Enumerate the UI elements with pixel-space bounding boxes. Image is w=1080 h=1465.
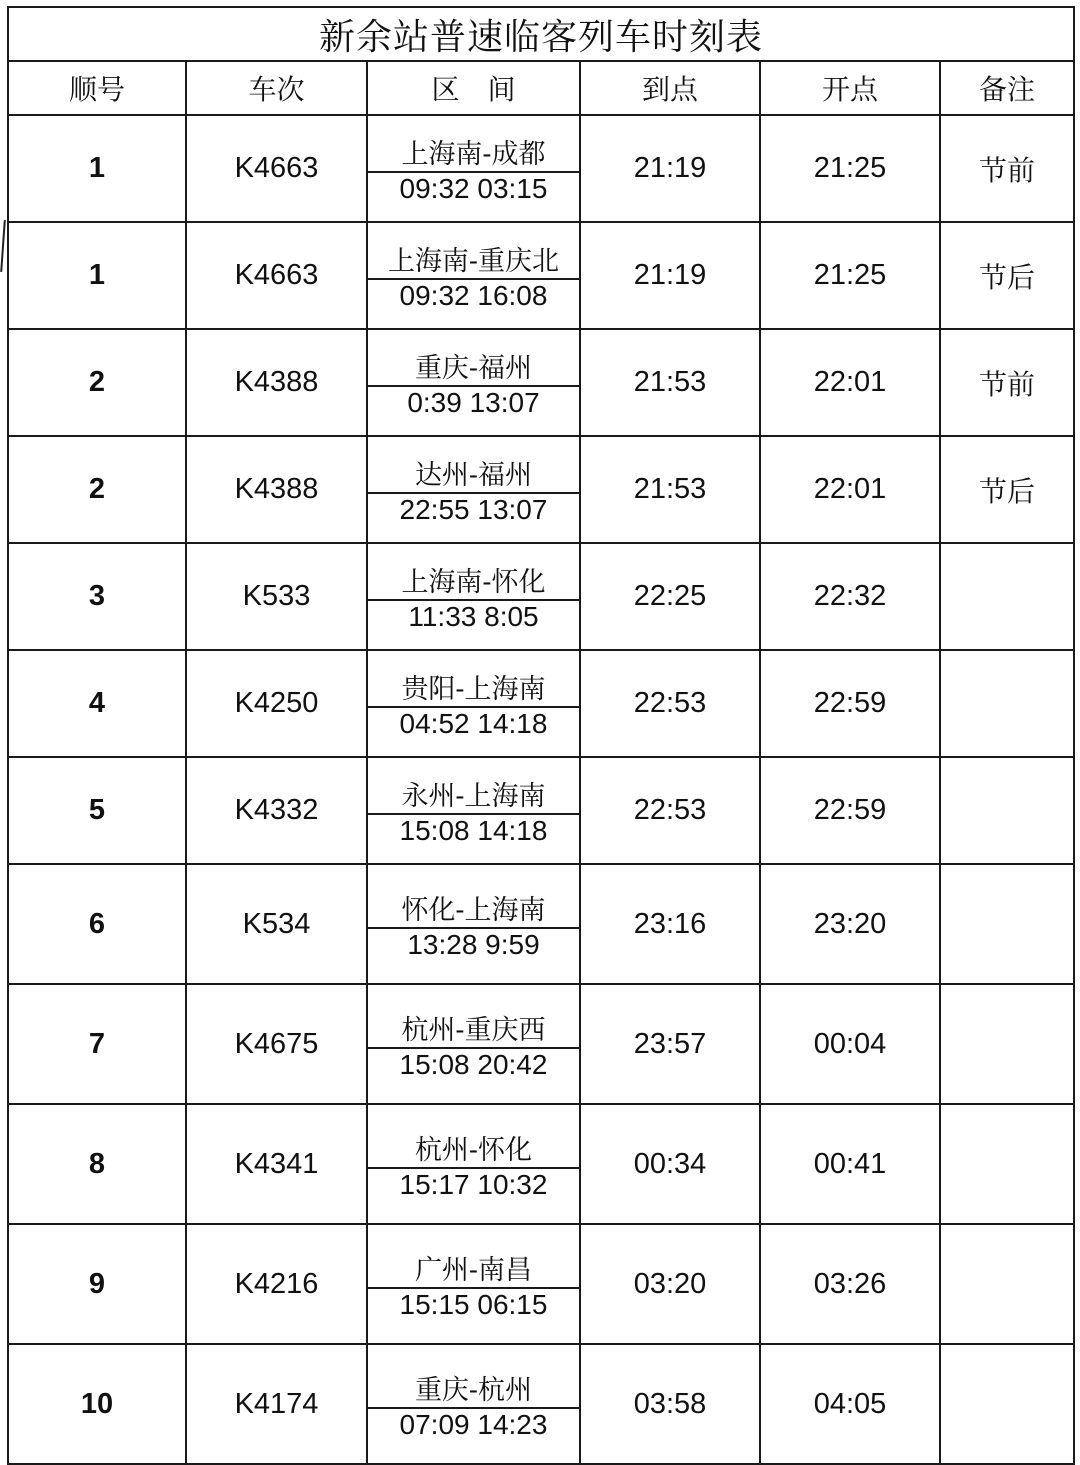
- seq-cell: 1: [8, 222, 186, 329]
- route-stations: 贵阳-上海南: [368, 667, 579, 708]
- route-cell: [367, 864, 580, 984]
- route-cell: [367, 650, 580, 757]
- table-row: [8, 650, 1074, 757]
- route-cell: [367, 1104, 580, 1224]
- seq-cell: 2: [8, 329, 186, 436]
- route-times: 15:17 10:32: [399, 1168, 548, 1200]
- header-route: 区 间: [367, 61, 580, 115]
- depart-cell: 21:25: [760, 115, 940, 222]
- train-number-cell: K533: [186, 543, 367, 650]
- route-stations: 永州-上海南: [368, 774, 579, 815]
- table-row: [8, 1224, 1074, 1344]
- route-times: 04:52 14:18: [399, 708, 548, 739]
- route-stations: 重庆-福州: [368, 346, 579, 387]
- route-stations: 上海南-重庆北: [368, 239, 579, 280]
- depart-cell: 22:01: [760, 436, 940, 543]
- arrive-cell: 00:34: [580, 1104, 760, 1224]
- note-cell: 节前: [940, 329, 1074, 436]
- scan-mark: [0, 220, 6, 272]
- arrive-cell: 23:57: [580, 984, 760, 1104]
- route-stations: 杭州-重庆西: [368, 1008, 579, 1049]
- depart-cell: 22:59: [760, 650, 940, 757]
- header-seq: 顺号: [8, 61, 186, 115]
- arrive-cell: 21:53: [580, 436, 760, 543]
- train-number-cell: K4663: [186, 222, 367, 329]
- route-times: 13:28 9:59: [407, 928, 540, 960]
- seq-cell: 10: [8, 1344, 186, 1464]
- header-depart: 开点: [760, 61, 940, 115]
- arrive-cell: 21:19: [580, 115, 760, 222]
- table-row: [8, 984, 1074, 1104]
- train-number-cell: K4675: [186, 984, 367, 1104]
- depart-cell: 22:32: [760, 543, 940, 650]
- arrive-cell: 22:53: [580, 757, 760, 864]
- train-number-cell: K4341: [186, 1104, 367, 1224]
- seq-cell: 1: [8, 115, 186, 222]
- route-cell: [367, 984, 580, 1104]
- route-stations: 杭州-怀化: [368, 1128, 579, 1169]
- note-cell: [940, 543, 1074, 650]
- depart-cell: 22:01: [760, 329, 940, 436]
- seq-cell: 8: [8, 1104, 186, 1224]
- train-number-cell: K4388: [186, 329, 367, 436]
- table-row: [8, 864, 1074, 984]
- arrive-cell: 23:16: [580, 864, 760, 984]
- route-times: 15:08 14:18: [399, 815, 548, 846]
- route-cell: [367, 115, 580, 222]
- route-cell: [367, 436, 580, 543]
- header-note: 备注: [940, 61, 1074, 115]
- seq-cell: 3: [8, 543, 186, 650]
- route-times: 07:09 14:23: [399, 1408, 548, 1440]
- arrive-cell: 03:58: [580, 1344, 760, 1464]
- arrive-cell: 21:53: [580, 329, 760, 436]
- depart-cell: 03:26: [760, 1224, 940, 1344]
- header-arrive: 到点: [580, 61, 760, 115]
- train-number-cell: K4332: [186, 757, 367, 864]
- table-row: [8, 1344, 1074, 1464]
- train-number-cell: K4174: [186, 1344, 367, 1464]
- note-cell: [940, 1344, 1074, 1464]
- route-times: 09:32 03:15: [399, 173, 548, 204]
- note-cell: [940, 1224, 1074, 1344]
- depart-cell: 04:05: [760, 1344, 940, 1464]
- route-cell: [367, 1344, 580, 1464]
- train-number-cell: K534: [186, 864, 367, 984]
- seq-cell: 6: [8, 864, 186, 984]
- route-times: 0:39 13:07: [407, 387, 540, 418]
- seq-cell: 4: [8, 650, 186, 757]
- route-times: 15:15 06:15: [399, 1288, 548, 1320]
- seq-cell: 7: [8, 984, 186, 1104]
- seq-cell: 2: [8, 436, 186, 543]
- header-row: [8, 61, 1074, 115]
- train-number-cell: K4663: [186, 115, 367, 222]
- train-number-cell: K4216: [186, 1224, 367, 1344]
- route-stations: 上海南-怀化: [368, 560, 579, 601]
- route-stations: 怀化-上海南: [368, 888, 579, 929]
- train-number-cell: K4388: [186, 436, 367, 543]
- route-times: 09:32 16:08: [399, 280, 548, 311]
- table-title: 新余站普速临客列车时刻表: [8, 7, 1074, 61]
- route-times: 22:55 13:07: [399, 494, 548, 525]
- note-cell: [940, 1104, 1074, 1224]
- depart-cell: 23:20: [760, 864, 940, 984]
- route-cell: [367, 1224, 580, 1344]
- route-cell: [367, 329, 580, 436]
- route-stations: 上海南-成都: [368, 132, 579, 173]
- route-stations: 达州-福州: [368, 453, 579, 494]
- table-row: [8, 115, 1074, 222]
- arrive-cell: 22:25: [580, 543, 760, 650]
- route-times: 11:33 8:05: [408, 601, 539, 632]
- depart-cell: 00:41: [760, 1104, 940, 1224]
- header-train: 车次: [186, 61, 367, 115]
- seq-cell: 9: [8, 1224, 186, 1344]
- table-row: [8, 757, 1074, 864]
- table-row: [8, 329, 1074, 436]
- timetable: [7, 6, 1075, 1465]
- route-cell: [367, 757, 580, 864]
- depart-cell: 21:25: [760, 222, 940, 329]
- route-cell: [367, 222, 580, 329]
- table-row: [8, 543, 1074, 650]
- route-stations: 广州-南昌: [368, 1248, 579, 1289]
- note-cell: [940, 864, 1074, 984]
- depart-cell: 22:59: [760, 757, 940, 864]
- note-cell: 节前: [940, 115, 1074, 222]
- table-row: [8, 1104, 1074, 1224]
- arrive-cell: 03:20: [580, 1224, 760, 1344]
- route-stations: 重庆-杭州: [368, 1368, 579, 1409]
- depart-cell: 00:04: [760, 984, 940, 1104]
- timetable-page: [7, 6, 1073, 1465]
- note-cell: 节后: [940, 436, 1074, 543]
- route-times: 15:08 20:42: [399, 1048, 548, 1080]
- train-number-cell: K4250: [186, 650, 367, 757]
- arrive-cell: 21:19: [580, 222, 760, 329]
- note-cell: [940, 757, 1074, 864]
- arrive-cell: 22:53: [580, 650, 760, 757]
- table-row: [8, 222, 1074, 329]
- note-cell: [940, 984, 1074, 1104]
- note-cell: [940, 650, 1074, 757]
- table-row: [8, 436, 1074, 543]
- note-cell: 节后: [940, 222, 1074, 329]
- seq-cell: 5: [8, 757, 186, 864]
- route-cell: [367, 543, 580, 650]
